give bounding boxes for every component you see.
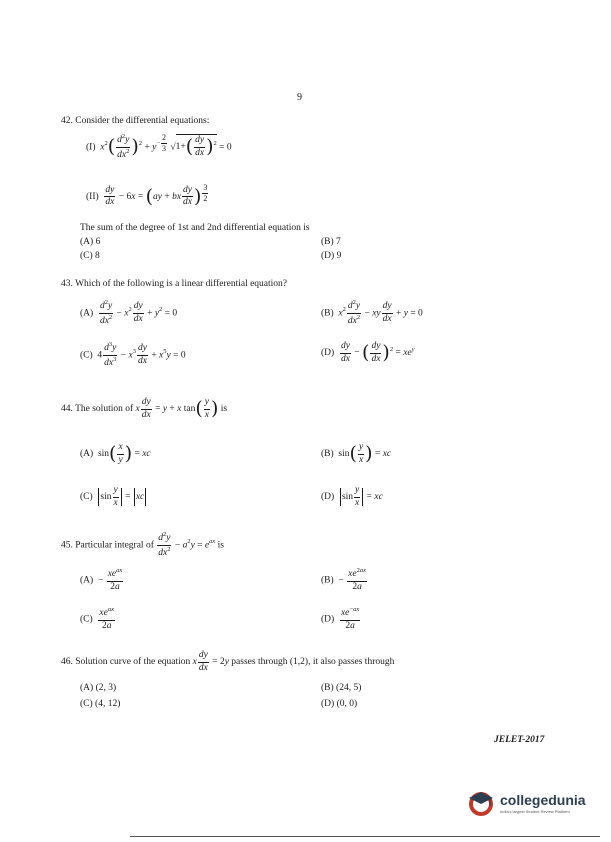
- question-43: [61, 279, 287, 289]
- equation-label: (I): [86, 142, 96, 153]
- brand-tagline: India's largest Student Review Platform: [500, 808, 570, 814]
- q42-equation-1: (I) $x^2$( $\frac{d^2y}{dx^2}$ )$^2 + y^{- \frac{2}{3}}$ √1+( $\frac{dy}{dx}$ )$^2$ = 0: [86, 133, 232, 160]
- question-number: 42.: [61, 116, 73, 126]
- q45-option-c: (C) $xe^{ax}$ 2a: [80, 606, 114, 631]
- q46-option-d: (D) (0, 0): [321, 699, 358, 709]
- q42-option-b: (B) 7: [321, 237, 341, 247]
- q45-option-a: (A) − $xe^{ax}$ 2a: [80, 567, 123, 592]
- q44-option-b: (B) sin( $\frac{y}{x}$ ) = xc: [321, 442, 392, 465]
- question-text: Which of the following is a linear differential equation?: [75, 279, 288, 289]
- question-42: [61, 116, 209, 126]
- q46-option-c: (C) (4, 12): [80, 699, 121, 709]
- q44-option-c: (C) sin $\frac{y}{x}$ = xc: [80, 485, 145, 508]
- q42-equation-2: (II) $\frac{dy}{dx}$ − 6x = (ay + bx $\frac{dy}{dx}$ ) $^{\frac{3}{2}}$: [86, 183, 208, 208]
- page-number: 9: [297, 92, 302, 103]
- q44-option-a: (A) sin( $\frac{x}{y}$ ) = xc: [80, 442, 151, 465]
- question-45: 45. Particular integral of $\frac{d^2y}{dx^2}$ − $a^2y = e^{ax}$ is: [61, 531, 224, 558]
- bottom-divider: [130, 836, 600, 837]
- q45-option-b: (B) − $\frac{xe^{2ax}}{2a}$: [321, 567, 366, 592]
- q43-option-c: (C) 4 $\frac{d^3y}{dx^3}$ − $x^3$ $\frac{dy}{dx}$ + $x^5y = 0$: [80, 341, 186, 368]
- q43-option-d: (D) $\frac{dy}{dx}$ − ( $\frac{dy}{dx}$ )$^2 = xe^y$: [321, 341, 415, 364]
- question-text: Consider the differential equations:: [75, 116, 210, 126]
- brand-logo: [465, 787, 586, 819]
- exam-footer-label: JELET-2017: [494, 735, 545, 745]
- q43-option-a: (A) $\frac{d^2y}{dx^2}$ − $x^2$ $\frac{dy}{dx}$ + $y^2 = 0$: [80, 299, 178, 326]
- q42-option-c: (C) 8: [80, 251, 100, 261]
- equation-label: (II): [86, 192, 99, 203]
- brand-name: collegedunia: [500, 791, 586, 808]
- q42-option-d: (D) 9: [321, 251, 342, 261]
- question-46: 46. Solution curve of the equation x $\frac{dy}{dx}$ = 2y passes through (1,2), it also passes through: [61, 650, 395, 673]
- graduation-cap-icon: [465, 787, 497, 819]
- q42-option-a: (A) 6: [80, 237, 101, 247]
- question-number: 43.: [61, 279, 73, 289]
- q46-option-b: (B) (24, 5): [321, 683, 362, 693]
- q45-option-d: (D) $\frac{xe^{-ax}}{2a}$: [321, 606, 360, 631]
- q43-option-b: (B) $x^2$ $\frac{d^2y}{dx^2}$ − xy $\frac{dy}{dx}$ + y = 0: [321, 299, 423, 326]
- q46-option-a: (A) (2, 3): [80, 683, 117, 693]
- q44-option-d: (D) sin $\frac{y}{x}$ = xc: [321, 485, 383, 508]
- q42-stem: The sum of the degree of 1st and 2nd differential equation is: [80, 223, 310, 233]
- question-44: 44. The solution of x $\frac{dy}{dx}$ = y + x tan( $\frac{y}{x}$ ) is: [61, 397, 228, 420]
